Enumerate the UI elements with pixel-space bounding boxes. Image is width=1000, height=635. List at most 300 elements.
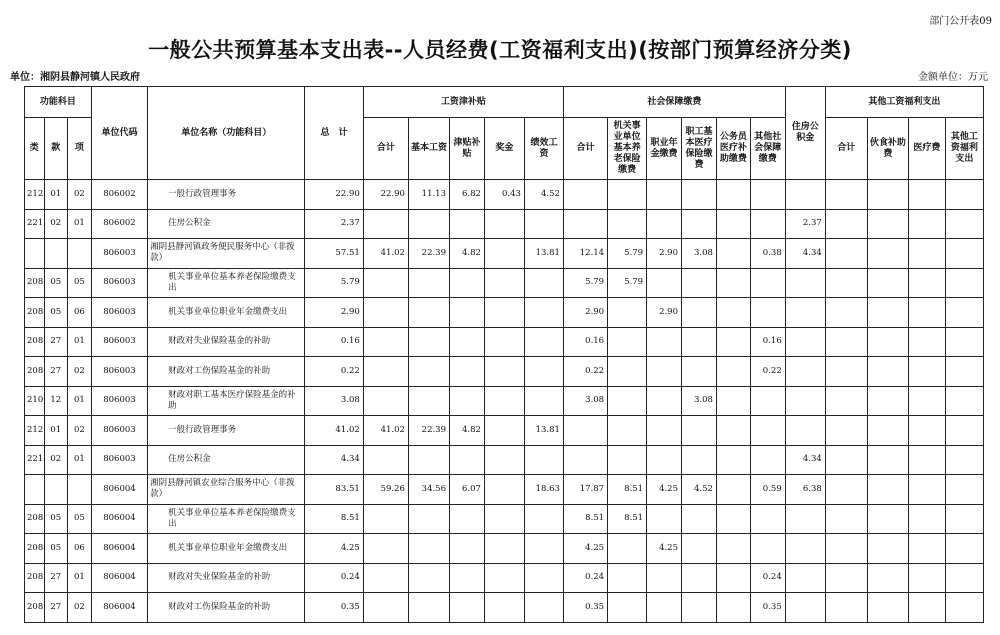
cell-kuan: 27 <box>44 593 68 623</box>
cell-other <box>945 268 983 298</box>
header-other-col: 合计 <box>825 118 867 180</box>
header-social-col: 机关事业单位基本养老保险缴费 <box>608 118 647 180</box>
cell-other <box>867 327 908 357</box>
cell-other <box>825 593 867 623</box>
cell-wage <box>408 386 449 416</box>
cell-social: 0.35 <box>563 593 607 623</box>
cell-other <box>945 298 983 328</box>
cell-housing-fund <box>785 268 825 298</box>
cell-other <box>945 416 983 446</box>
cell-total: 2.37 <box>305 209 364 239</box>
cell-housing-fund: 2.37 <box>785 209 825 239</box>
cell-wage <box>484 534 524 564</box>
cell-wage: 22.39 <box>408 239 449 269</box>
cell-wage <box>450 327 485 357</box>
cell-social <box>716 268 750 298</box>
cell-wage: 18.63 <box>524 475 563 505</box>
cell-wage <box>524 209 563 239</box>
cell-social <box>716 504 750 534</box>
cell-kuan: 01 <box>44 416 68 446</box>
cell-social <box>608 563 647 593</box>
cell-other <box>825 534 867 564</box>
cell-wage <box>408 563 449 593</box>
cell-social <box>716 298 750 328</box>
header-wage-col: 津贴补贴 <box>450 118 485 180</box>
cell-wage <box>408 534 449 564</box>
cell-other <box>945 475 983 505</box>
table-row <box>25 357 984 387</box>
table-row <box>25 504 984 534</box>
cell-wage <box>450 298 485 328</box>
cell-unit-code: 806004 <box>91 475 147 505</box>
cell-kuan: 27 <box>44 563 68 593</box>
cell-other <box>908 327 945 357</box>
cell-social: 2.90 <box>647 239 682 269</box>
table-row <box>25 416 984 446</box>
cell-wage <box>484 209 524 239</box>
header-social-group: 社会保障缴费 <box>563 87 785 118</box>
cell-other <box>867 504 908 534</box>
cell-xiang: 05 <box>68 504 92 534</box>
cell-wage <box>524 593 563 623</box>
cell-social <box>716 475 750 505</box>
cell-wage <box>450 445 485 475</box>
cell-xiang: 01 <box>68 209 92 239</box>
cell-social <box>750 386 785 416</box>
header-total: 总 计 <box>305 87 364 180</box>
cell-social: 0.24 <box>750 563 785 593</box>
table-row <box>25 239 984 269</box>
cell-social: 8.51 <box>563 504 607 534</box>
cell-wage <box>450 386 485 416</box>
cell-wage <box>524 563 563 593</box>
cell-other <box>825 445 867 475</box>
cell-lei: 208 <box>25 563 45 593</box>
cell-total: 2.90 <box>305 298 364 328</box>
cell-unit-code: 806004 <box>91 593 147 623</box>
cell-kuan: 05 <box>44 298 68 328</box>
cell-social: 4.52 <box>682 475 717 505</box>
cell-wage <box>408 445 449 475</box>
cell-unit-name: 机关事业单位基本养老保险缴费支出 <box>148 268 305 298</box>
cell-other <box>945 563 983 593</box>
cell-social <box>682 180 717 210</box>
cell-wage: 4.82 <box>450 416 485 446</box>
cell-total: 3.08 <box>305 386 364 416</box>
cell-xiang <box>68 475 92 505</box>
cell-social <box>682 504 717 534</box>
cell-social <box>608 416 647 446</box>
cell-other <box>867 239 908 269</box>
cell-social <box>608 327 647 357</box>
cell-kuan: 05 <box>44 504 68 534</box>
table-row <box>25 327 984 357</box>
cell-social <box>682 534 717 564</box>
cell-social <box>682 268 717 298</box>
cell-unit-code: 806003 <box>91 386 147 416</box>
cell-social: 4.25 <box>647 475 682 505</box>
cell-social <box>716 593 750 623</box>
cell-other <box>908 357 945 387</box>
header-unit-code: 单位代码 <box>91 87 147 180</box>
cell-other <box>908 268 945 298</box>
cell-other <box>908 534 945 564</box>
cell-unit-name: 湘阴县静河镇政务便民服务中心（非拨款） <box>148 239 305 269</box>
cell-other <box>945 327 983 357</box>
cell-other <box>867 180 908 210</box>
header-housing-fund: 住房公积金 <box>785 87 825 180</box>
cell-social <box>563 209 607 239</box>
cell-social: 5.79 <box>563 268 607 298</box>
cell-total: 41.02 <box>305 416 364 446</box>
cell-other <box>867 386 908 416</box>
cell-social <box>716 416 750 446</box>
cell-total: 57.51 <box>305 239 364 269</box>
cell-wage: 13.81 <box>524 239 563 269</box>
cell-wage <box>450 209 485 239</box>
cell-wage <box>363 357 408 387</box>
cell-wage <box>484 327 524 357</box>
cell-wage: 41.02 <box>363 239 408 269</box>
cell-wage <box>363 504 408 534</box>
header-wage-col: 合计 <box>363 118 408 180</box>
header-wage-col: 绩效工资 <box>524 118 563 180</box>
cell-lei: 208 <box>25 534 45 564</box>
cell-wage <box>524 504 563 534</box>
cell-wage <box>484 416 524 446</box>
cell-other <box>908 180 945 210</box>
header-wage-col: 基本工资 <box>408 118 449 180</box>
cell-social <box>608 209 647 239</box>
cell-social <box>682 563 717 593</box>
cell-social: 3.08 <box>682 386 717 416</box>
header-wage-col: 奖金 <box>484 118 524 180</box>
cell-housing-fund <box>785 563 825 593</box>
cell-lei <box>25 475 45 505</box>
cell-other <box>825 298 867 328</box>
header-func-subject: 功能科目 <box>25 87 92 118</box>
cell-wage: 59.26 <box>363 475 408 505</box>
cell-wage <box>363 268 408 298</box>
cell-kuan: 02 <box>44 445 68 475</box>
cell-wage: 22.90 <box>363 180 408 210</box>
cell-lei: 210 <box>25 386 45 416</box>
cell-other <box>908 475 945 505</box>
cell-unit-name: 财政对失业保险基金的补助 <box>148 563 305 593</box>
cell-housing-fund <box>785 327 825 357</box>
cell-wage <box>524 327 563 357</box>
cell-unit-name: 机关事业单位基本养老保险缴费支出 <box>148 504 305 534</box>
table-row <box>25 180 984 210</box>
cell-total: 83.51 <box>305 475 364 505</box>
cell-unit-name: 湘阴县静河镇农业综合服务中心（非拨款） <box>148 475 305 505</box>
cell-social: 5.79 <box>608 239 647 269</box>
cell-social <box>608 298 647 328</box>
header-social-col: 合计 <box>563 118 607 180</box>
cell-other <box>867 593 908 623</box>
cell-social <box>647 327 682 357</box>
cell-social: 0.24 <box>563 563 607 593</box>
cell-social <box>716 239 750 269</box>
cell-wage <box>484 593 524 623</box>
header-wage-group: 工资津补贴 <box>363 87 563 118</box>
cell-other <box>825 327 867 357</box>
cell-other <box>908 209 945 239</box>
cell-other <box>908 445 945 475</box>
cell-unit-code: 806002 <box>91 209 147 239</box>
cell-total: 0.16 <box>305 327 364 357</box>
cell-other <box>825 563 867 593</box>
header-lei: 类 <box>25 118 45 180</box>
cell-wage <box>408 298 449 328</box>
cell-social: 2.90 <box>647 298 682 328</box>
cell-wage <box>524 445 563 475</box>
cell-unit-code: 806003 <box>91 357 147 387</box>
cell-social <box>682 357 717 387</box>
cell-lei: 208 <box>25 327 45 357</box>
cell-wage <box>363 534 408 564</box>
cell-wage <box>450 268 485 298</box>
cell-kuan: 27 <box>44 327 68 357</box>
cell-unit-name: 财政对工伤保险基金的补助 <box>148 593 305 623</box>
cell-unit-name: 财政对失业保险基金的补助 <box>148 327 305 357</box>
cell-other <box>945 180 983 210</box>
cell-social <box>647 563 682 593</box>
cell-wage <box>408 327 449 357</box>
cell-social <box>682 416 717 446</box>
cell-wage <box>450 357 485 387</box>
cell-social <box>716 357 750 387</box>
cell-unit-code: 806003 <box>91 239 147 269</box>
cell-social: 0.16 <box>750 327 785 357</box>
cell-unit-name: 一般行政管理事务 <box>148 180 305 210</box>
cell-social <box>750 180 785 210</box>
cell-total: 4.25 <box>305 534 364 564</box>
cell-wage: 6.82 <box>450 180 485 210</box>
cell-total: 8.51 <box>305 504 364 534</box>
cell-lei: 208 <box>25 593 45 623</box>
cell-xiang: 02 <box>68 593 92 623</box>
cell-wage <box>524 298 563 328</box>
cell-total: 4.34 <box>305 445 364 475</box>
header-social-col: 职业年金缴费 <box>647 118 682 180</box>
cell-housing-fund <box>785 593 825 623</box>
cell-other <box>867 416 908 446</box>
cell-wage <box>484 298 524 328</box>
cell-xiang: 01 <box>68 386 92 416</box>
cell-other <box>867 563 908 593</box>
header-kuan: 款 <box>44 118 68 180</box>
cell-unit-name: 住房公积金 <box>148 209 305 239</box>
cell-other <box>945 504 983 534</box>
cell-other <box>945 239 983 269</box>
cell-unit-code: 806003 <box>91 327 147 357</box>
cell-total: 5.79 <box>305 268 364 298</box>
cell-lei: 208 <box>25 298 45 328</box>
cell-wage <box>484 563 524 593</box>
cell-wage: 13.81 <box>524 416 563 446</box>
cell-xiang: 01 <box>68 327 92 357</box>
cell-lei: 221 <box>25 445 45 475</box>
cell-unit-code: 806003 <box>91 298 147 328</box>
cell-social: 8.51 <box>608 475 647 505</box>
table-header <box>25 87 984 180</box>
cell-unit-code: 806003 <box>91 445 147 475</box>
cell-wage <box>524 357 563 387</box>
cell-xiang: 02 <box>68 357 92 387</box>
cell-housing-fund: 4.34 <box>785 445 825 475</box>
header-xiang: 项 <box>68 118 92 180</box>
cell-unit-code: 806004 <box>91 534 147 564</box>
table-row <box>25 534 984 564</box>
cell-social <box>716 386 750 416</box>
cell-lei: 208 <box>25 357 45 387</box>
cell-xiang: 06 <box>68 534 92 564</box>
cell-unit-code: 806002 <box>91 180 147 210</box>
cell-kuan: 01 <box>44 180 68 210</box>
cell-other <box>867 475 908 505</box>
cell-social: 0.22 <box>563 357 607 387</box>
cell-social: 4.25 <box>647 534 682 564</box>
cell-wage <box>524 534 563 564</box>
cell-wage <box>363 209 408 239</box>
cell-social <box>750 298 785 328</box>
cell-other <box>867 445 908 475</box>
cell-kuan: 02 <box>44 209 68 239</box>
cell-other <box>945 209 983 239</box>
cell-other <box>825 357 867 387</box>
cell-other <box>867 298 908 328</box>
table-body <box>25 180 984 623</box>
cell-social <box>750 416 785 446</box>
cell-unit-code: 806004 <box>91 563 147 593</box>
cell-social <box>716 209 750 239</box>
cell-xiang: 06 <box>68 298 92 328</box>
cell-social <box>716 327 750 357</box>
cell-wage <box>484 504 524 534</box>
cell-wage <box>363 445 408 475</box>
cell-wage <box>363 593 408 623</box>
cell-social <box>608 180 647 210</box>
cell-social: 3.08 <box>563 386 607 416</box>
cell-social: 5.79 <box>608 268 647 298</box>
cell-social: 3.08 <box>682 239 717 269</box>
cell-social <box>608 593 647 623</box>
cell-other <box>908 386 945 416</box>
table-row <box>25 563 984 593</box>
cell-social <box>647 386 682 416</box>
cell-social: 0.16 <box>563 327 607 357</box>
cell-wage <box>484 357 524 387</box>
cell-social <box>750 268 785 298</box>
cell-other <box>825 180 867 210</box>
cell-social <box>608 386 647 416</box>
cell-wage: 34.56 <box>408 475 449 505</box>
cell-housing-fund <box>785 180 825 210</box>
cell-wage: 41.02 <box>363 416 408 446</box>
cell-wage: 11.13 <box>408 180 449 210</box>
cell-unit-code: 806004 <box>91 504 147 534</box>
cell-other <box>908 563 945 593</box>
cell-lei: 221 <box>25 209 45 239</box>
cell-unit-code: 806003 <box>91 268 147 298</box>
cell-other <box>908 504 945 534</box>
cell-other <box>945 357 983 387</box>
cell-other <box>945 534 983 564</box>
cell-wage: 4.82 <box>450 239 485 269</box>
cell-kuan: 27 <box>44 357 68 387</box>
cell-social <box>750 445 785 475</box>
cell-social <box>716 180 750 210</box>
cell-lei <box>25 239 45 269</box>
cell-social <box>608 445 647 475</box>
cell-wage <box>484 475 524 505</box>
header-other-col: 医疗费 <box>908 118 945 180</box>
cell-kuan: 12 <box>44 386 68 416</box>
cell-unit-name: 机关事业单位职业年金缴费支出 <box>148 298 305 328</box>
cell-wage <box>408 268 449 298</box>
cell-social <box>647 445 682 475</box>
cell-wage <box>450 593 485 623</box>
cell-other <box>825 239 867 269</box>
cell-wage <box>408 504 449 534</box>
cell-social <box>750 504 785 534</box>
cell-wage <box>450 504 485 534</box>
cell-other <box>825 209 867 239</box>
cell-social <box>682 327 717 357</box>
cell-wage <box>408 357 449 387</box>
table-row <box>25 209 984 239</box>
cell-other <box>867 357 908 387</box>
cell-wage <box>524 268 563 298</box>
cell-social <box>647 209 682 239</box>
table-row <box>25 268 984 298</box>
table-row <box>25 386 984 416</box>
header-unit-name: 单位名称（功能科目） <box>148 87 305 180</box>
cell-xiang: 02 <box>68 416 92 446</box>
cell-other <box>825 504 867 534</box>
cell-housing-fund <box>785 534 825 564</box>
cell-other <box>867 268 908 298</box>
cell-unit-code: 806003 <box>91 416 147 446</box>
amount-unit-label: 金额单位：万元 <box>918 72 988 83</box>
cell-xiang: 02 <box>68 180 92 210</box>
cell-kuan: 05 <box>44 534 68 564</box>
cell-wage <box>524 386 563 416</box>
cell-kuan <box>44 475 68 505</box>
cell-wage: 4.52 <box>524 180 563 210</box>
cell-wage <box>408 209 449 239</box>
cell-other <box>945 386 983 416</box>
page-title: 一般公共预算基本支出表--人员经费(工资福利支出)(按部门预算经济分类) <box>148 38 852 62</box>
cell-unit-name: 财政对职工基本医疗保险基金的补助 <box>148 386 305 416</box>
cell-housing-fund <box>785 386 825 416</box>
cell-social <box>647 180 682 210</box>
cell-housing-fund <box>785 416 825 446</box>
table-row <box>25 445 984 475</box>
cell-other <box>825 475 867 505</box>
cell-social: 17.87 <box>563 475 607 505</box>
cell-housing-fund: 6.38 <box>785 475 825 505</box>
cell-other <box>908 416 945 446</box>
cell-housing-fund <box>785 504 825 534</box>
unit-label: 单位：湘阴县静河镇人民政府 <box>10 72 140 83</box>
cell-social <box>608 534 647 564</box>
table-row <box>25 593 984 623</box>
cell-unit-name: 一般行政管理事务 <box>148 416 305 446</box>
cell-other <box>908 239 945 269</box>
cell-social <box>750 534 785 564</box>
